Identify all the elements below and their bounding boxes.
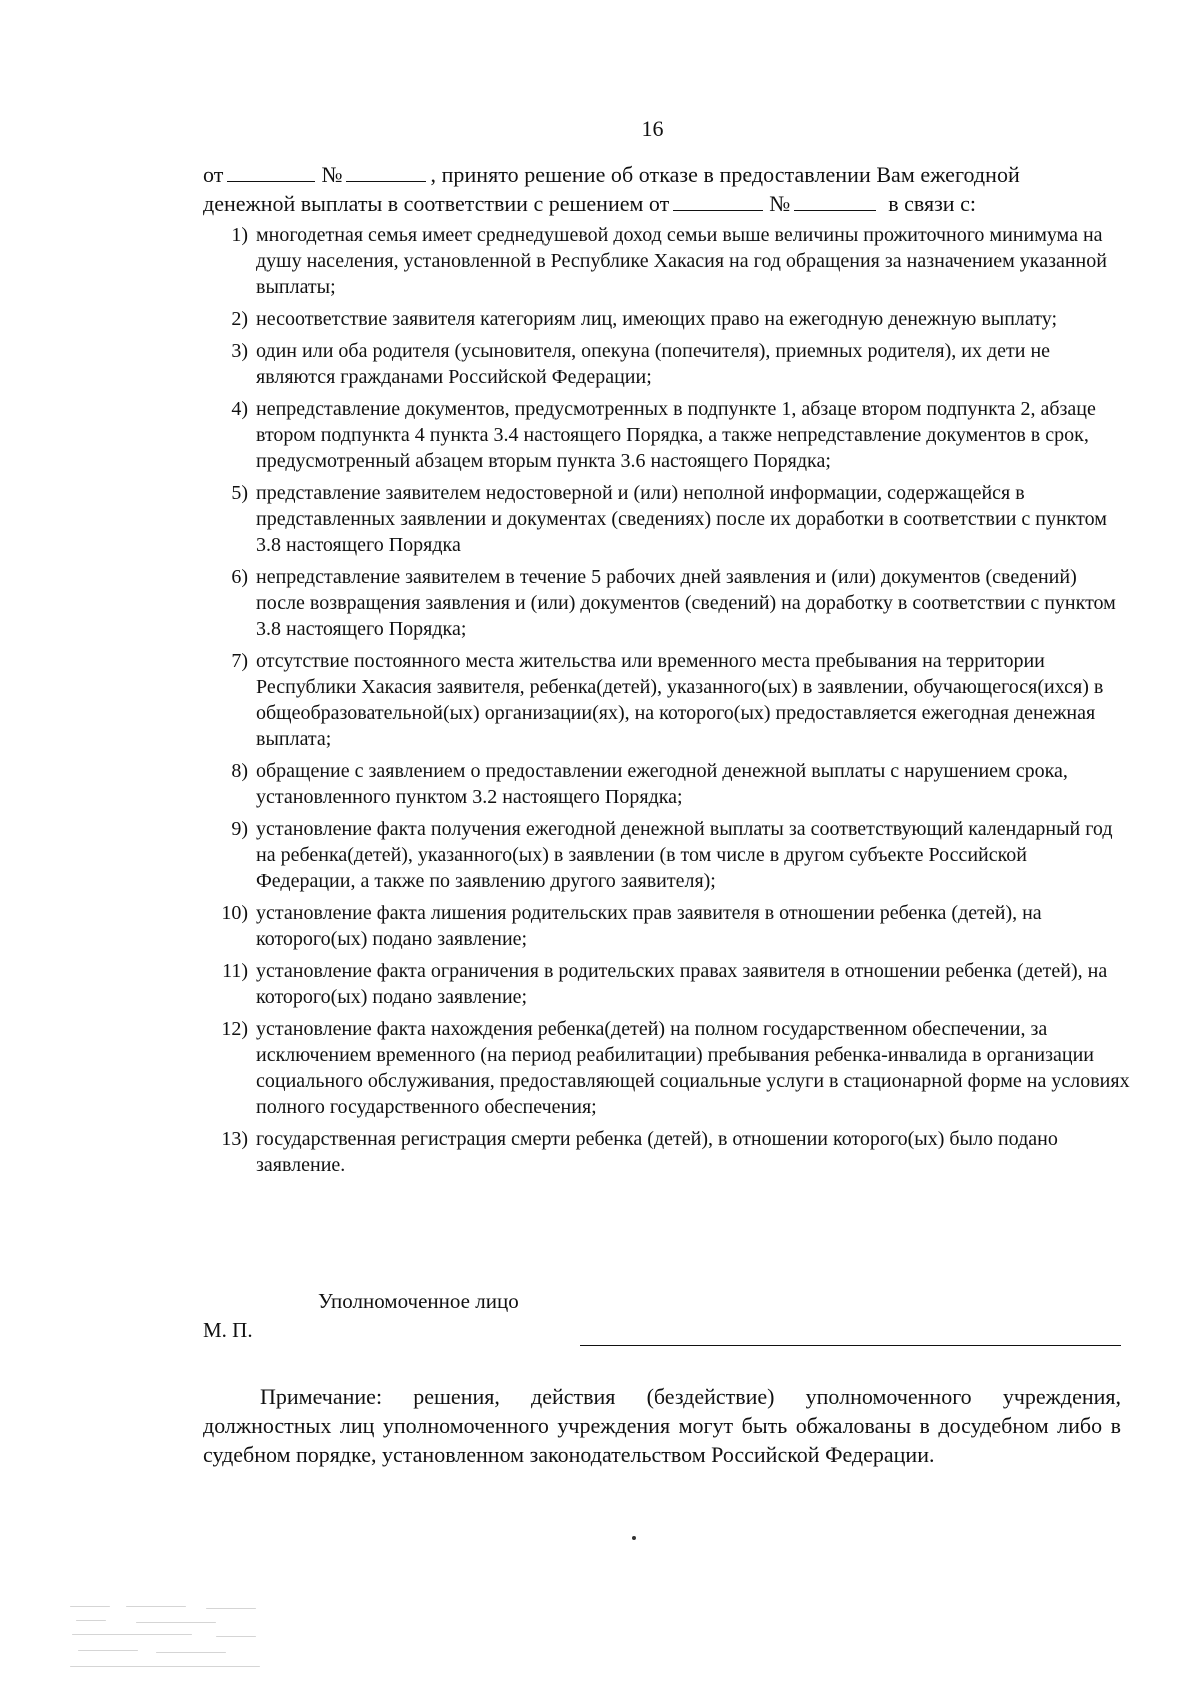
reason-text: непредставление заявителем в течение 5 рабочих дней заявления и (или) документов (сведений) после возвращения заявления и (или) документов (сведений) на доработку в соответствии с пунктом 3.8 настоящего Порядка; <box>256 566 1116 640</box>
reason-number: 2) <box>231 308 248 330</box>
reason-number: 4) <box>231 398 248 420</box>
stamp-place-label: М. П. <box>203 1318 253 1342</box>
reason-item <box>210 396 1130 474</box>
reason-number: 9) <box>231 818 248 840</box>
reason-item <box>210 648 1130 752</box>
reason-number: 13) <box>221 1128 248 1150</box>
reason-number: 5) <box>231 482 248 504</box>
reason-number: 8) <box>231 760 248 782</box>
reason-item <box>210 564 1130 642</box>
scan-artifact <box>66 1600 276 1680</box>
reason-text: представление заявителем недостоверной и (или) неполной информации, содержащейся в представленных заявлении и документах (сведениях) после их доработки в соответствии с пунктом 3.8 настоящего Порядка <box>256 482 1107 556</box>
reason-text: один или оба родителя (усыновителя, опекуна (попечителя), приемных родителя), их дети не являются гражданами Российской Федерации; <box>256 340 1051 388</box>
signature-line <box>580 1345 1121 1346</box>
intro-line-2 <box>203 189 1123 218</box>
date-blank <box>227 163 315 182</box>
reason-item <box>210 900 1130 952</box>
due-to-label: в связи с: <box>888 191 976 216</box>
number-sign-2: № <box>769 191 791 216</box>
reason-text: установление факта нахождения ребенка(детей) на полном государственном обеспечении, за исключением временного (на период реабилитации) пребывания ребенка-инвалида в организации социального обслуживания, предоставляющей социальные услуги в стационарной форме на условиях полного государственного обеспечения; <box>256 1018 1130 1118</box>
reason-item <box>210 338 1130 390</box>
intro-line-1 <box>203 160 1123 189</box>
authorized-person-label: Уполномоченное лицо <box>318 1289 519 1313</box>
reason-number: 1) <box>231 224 248 246</box>
decision-reference-text: денежной выплаты в соответствии с решением от <box>203 191 670 216</box>
reason-text: несоответствие заявителя категориям лиц, имеющих право на ежегодную денежную выплату; <box>256 308 1058 330</box>
reason-item <box>210 306 1130 332</box>
reason-text: отсутствие постоянного места жительства или временного места пребывания на территории Республики Хакасия заявителя, ребенка(детей), указанного(ых) в заявлении, обучающегося(ихся) в общеобразовательной(ых) организации(ях), на которого(ых) предоставляется ежегодная денежная выплата; <box>256 650 1104 750</box>
intro-paragraph <box>203 160 1123 218</box>
reason-text: государственная регистрация смерти ребенка (детей), в отношении которого(ых) было подано заявление. <box>256 1128 1058 1176</box>
reason-item <box>210 222 1130 300</box>
reason-number: 7) <box>231 650 248 672</box>
note-paragraph: Примечание: решения, действия (бездействие) уполномоченного учреждения, должностных лиц уполномоченного учреждения могут быть обжалованы в досудебном либо в судебном порядке, установленном законодательством Российской Федерации. <box>203 1384 1121 1467</box>
reason-number: 10) <box>221 902 248 924</box>
decision-date-blank <box>673 192 763 211</box>
from-label: от <box>203 162 224 187</box>
page-number: 16 <box>641 116 664 141</box>
reason-item <box>210 480 1130 558</box>
reason-text: установление факта получения ежегодной денежной выплаты за соответствующий календарный год на ребенка(детей), указанного(ых) в заявлении (в том числе в другом субъекте Российской Федерации, а также по заявлению другого заявителя); <box>256 818 1113 892</box>
decision-text: , принято решение об отказе в предоставлении Вам ежегодной <box>430 162 1020 187</box>
reason-item <box>210 816 1130 894</box>
reason-text: установление факта лишения родительских прав заявителя в отношении ребенка (детей), на которого(ых) подано заявление; <box>256 902 1042 950</box>
reason-item <box>210 1126 1130 1178</box>
reason-number: 3) <box>231 340 248 362</box>
reason-text: непредставление документов, предусмотренных в подпункте 1, абзаце втором подпункта 2, абзаце втором подпункта 4 пункта 3.4 настоящего Порядка, а также непредставление документов в срок, предусмотренный абзацем вторым пункта 3.6 настоящего Порядка; <box>256 398 1096 472</box>
decision-number-blank <box>794 192 876 211</box>
reason-text: многодетная семья имеет среднедушевой доход семьи выше величины прожиточного минимума на душу населения, установленной в Республике Хакасия на год обращения за назначением указанной выплаты; <box>256 224 1107 298</box>
scan-dot <box>632 1536 636 1540</box>
reason-item <box>210 758 1130 810</box>
refusal-reasons-list <box>210 222 1130 1184</box>
reason-number: 11) <box>222 960 248 982</box>
reason-number: 12) <box>221 1018 248 1040</box>
number-blank <box>346 163 426 182</box>
reason-text: обращение с заявлением о предоставлении ежегодной денежной выплаты с нарушением срока, установленного пунктом 3.2 настоящего Порядка; <box>256 760 1068 808</box>
reason-text: установление факта ограничения в родительских правах заявителя в отношении ребенка (детей), на которого(ых) подано заявление; <box>256 960 1108 1008</box>
reason-number: 6) <box>231 566 248 588</box>
reason-item <box>210 1016 1130 1120</box>
number-sign: № <box>321 162 343 187</box>
reason-item <box>210 958 1130 1010</box>
